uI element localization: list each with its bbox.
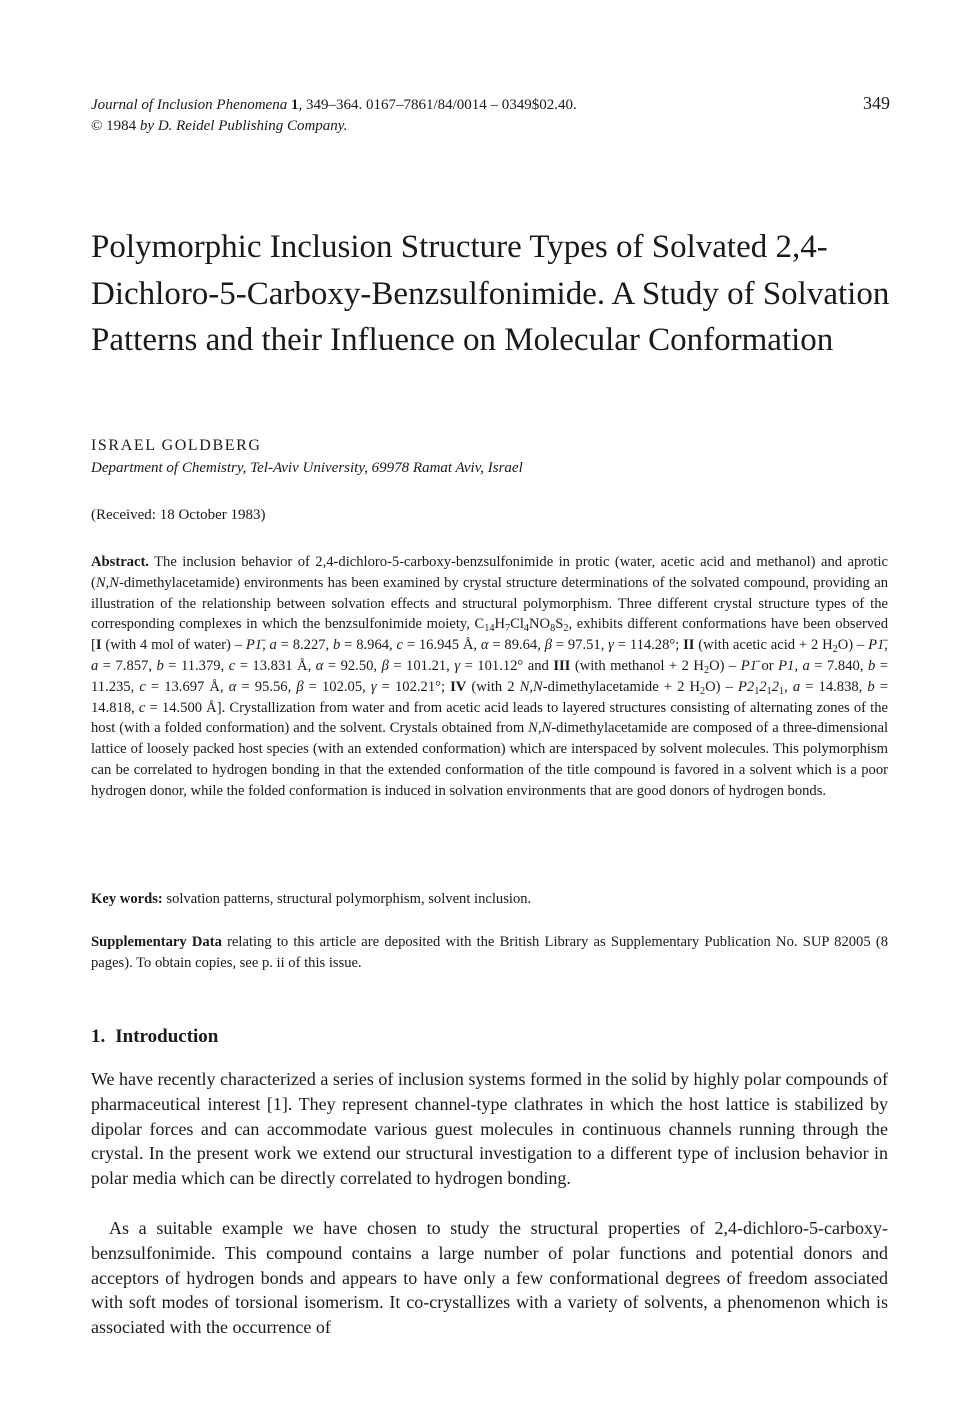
abstract-text: (with acetic acid + 2 H (694, 637, 833, 654)
formula-subscript: 2 (832, 644, 838, 656)
space-group-subscript: 1 (779, 685, 785, 697)
abstract-text: = 8.964, (340, 637, 397, 654)
abstract-text: , exhibits different conformations have been observed [ (91, 616, 888, 654)
cell-param: c (139, 678, 146, 695)
pages-issn: , 349–364. 0167–7861/84/0014 – 0349$02.40. (298, 97, 577, 113)
structure-label: II (683, 637, 695, 654)
section-number: 1. (91, 1026, 106, 1047)
supplementary-text: relating to this article are deposited with the British Library as Supplementary Publication No. SUP 82005 (8 pages). To obtain copies, see p. ii of this issue. (91, 934, 888, 971)
author-name: ISRAEL GOLDBERG (91, 437, 262, 454)
structure-label: IV (450, 678, 467, 695)
abstract-text: = 101.12° and (460, 657, 554, 674)
space-group: 2 (759, 678, 767, 695)
abstract-text: , (784, 678, 793, 695)
abstract-text: O) – (709, 657, 741, 674)
formula-part: S (555, 616, 564, 633)
abstract-label: Abstract. (91, 554, 149, 570)
formula-subscript: 7 (504, 623, 511, 635)
formula-subscript: 14 (484, 623, 495, 635)
formula-subscript: 8 (550, 623, 556, 635)
abstract-text: O) – (705, 678, 738, 695)
page-number: 349 (863, 93, 890, 113)
abstract-text: N,N (519, 678, 543, 695)
intro-paragraph-1: We have recently characterized a series of inclusion systems formed in the solid by highly polar compounds of pharmaceutical interest [1]. They represent channel-type clathrates in which the host lattice is stabilized by dipolar forces and can accommodate various guest molecules in continuous channels running through the crystal. In the present work we extend our structural investigation to a different type of inclusion behavior in polar media which can be directly correlated to hydrogen bonding. (91, 1069, 888, 1189)
abstract (91, 552, 888, 802)
cell-param: c (228, 657, 236, 674)
abstract-text: = 13.831 Å, (235, 657, 316, 674)
cell-param: a (792, 678, 801, 695)
abstract-text: = 114.28°; (613, 637, 684, 654)
abstract-text: = 14.500 Å]. Crystallization from water and from acetic acid leads to layered structures consisting of alternating zones of the host (with a folded conformation) and the solvent. Crystals obtained from (91, 699, 888, 737)
abstract-text: = 11.235, (91, 657, 888, 695)
abstract-text: = 14.838, (800, 678, 868, 695)
keywords-text: solvation patterns, structural polymorphism, solvent inclusion. (162, 891, 532, 907)
volume-number: 1 (290, 97, 299, 113)
cell-param: γ (608, 637, 614, 654)
abstract-text: (with 4 mol of water) – (101, 637, 246, 654)
cell-param: β (296, 678, 304, 695)
space-group: P2 (737, 678, 755, 695)
intro-paragraph-2: As a suitable example we have chosen to study the structural properties of 2,4-dichloro-5-carboxy-benzsulfonimide. This compound contains a large number of polar functions and potential donors and acceptors of hydrogen bonds and appears to have only a few conformational degrees of freedom associated with soft modes of torsional isomerism. It co-crystallizes with a variety of solvents, a phenomenon which is associated with the occurrence of (91, 1218, 888, 1338)
abstract-text: = 7.840, (809, 657, 868, 674)
formula-part: H (494, 616, 505, 633)
abstract-text: = 102.21°; (376, 678, 451, 695)
abstract-text: N,N (95, 574, 119, 591)
received-date: (Received: 18 October 1983) (91, 507, 266, 523)
journal-name: Journal of Inclusion Phenomena (91, 97, 288, 113)
cell-param: b (333, 637, 341, 654)
copyright-symbol: © (91, 118, 103, 134)
space-group: P1̄ (740, 657, 757, 674)
copyright-line (91, 116, 891, 137)
abstract-text: or (756, 657, 779, 674)
abstract-text: = 89.64, (488, 637, 545, 654)
abstract-text: = 97.51, (551, 637, 609, 654)
abstract-text: = 102.05, (303, 678, 371, 695)
abstract-text: = 101.21, (388, 657, 455, 674)
abstract-text: = 11.379, (163, 657, 229, 674)
cell-param: c (396, 637, 403, 654)
space-group: 2 (771, 678, 779, 695)
space-group: P1, a (778, 657, 810, 674)
abstract-text: = 14.818, (91, 678, 888, 716)
keywords (91, 889, 888, 910)
cell-param: c (138, 699, 146, 716)
space-group-subscript: 1 (754, 685, 760, 697)
abstract-text: = 92.50, (323, 657, 382, 674)
abstract-text: -dimethylacetamide are composed of a three-dimensional lattice of loosely packed host species (with an extended conformation) which are interspaced by solvent molecules. This polymorphism can be correlated to hydrogen bonding in that the extended conformation of the title compound is favored in a solvent which is a poor hydrogen donor, while the folded conformation is induced in solvation environments that are good donors of hydrogen bonds. (91, 720, 888, 799)
cell-param: γ (370, 678, 377, 695)
abstract-text: = 16.945 Å, (403, 637, 481, 654)
formula-part: NO (529, 616, 551, 633)
abstract-text: = 95.56, (236, 678, 297, 695)
abstract-text: The inclusion behavior of 2,4-dichloro-5-carboxy-benzsulfonimide in protic (water, acetic acid and methanol) and aprotic ( (91, 554, 888, 591)
formula-part: Cl (510, 616, 524, 633)
copyright-year: 1984 (102, 118, 140, 134)
formula-subscript: 2 (703, 664, 710, 676)
abstract-text: -dimethylacetamide) environments has been examined by crystal structure determinations of the solvated compound, providing an illustration of the relationship between solvation effects and structural polymorphism. Three different crystal structure types of the corresponding complexes in which the benzsulfonimide moiety, C (91, 574, 888, 633)
formula-subscript: 2 (700, 685, 706, 697)
cell-param: b (867, 678, 875, 695)
abstract-text: -dimethylacetamide + 2 H (542, 678, 700, 695)
section-heading (91, 1026, 218, 1048)
author-affiliation: Department of Chemistry, Tel-Aviv University, 69978 Ramat Aviv, Israel (91, 460, 523, 476)
cell-param: α (480, 637, 489, 654)
abstract-text: = 8.227, (276, 637, 334, 654)
abstract-text: = 13.697 Å, (145, 678, 229, 695)
abstract-text: (with methanol + 2 H (570, 657, 704, 674)
supplementary-label: Supplementary Data (91, 934, 222, 950)
abstract-text: (with 2 (466, 678, 520, 695)
cell-param: β (544, 637, 552, 654)
cell-param: b (867, 657, 876, 674)
structure-label: III (553, 657, 571, 674)
running-head (91, 95, 891, 137)
structure-label: I (95, 637, 102, 654)
space-group: P1̄, a (91, 637, 888, 674)
abstract-text: O) – (837, 637, 869, 654)
formula-subscript: 2 (563, 623, 569, 635)
space-group: P1̄, a (245, 637, 277, 654)
space-group-subscript: 1 (766, 685, 772, 697)
publisher: by D. Reidel Publishing Company. (139, 118, 348, 134)
cell-param: α (315, 657, 324, 674)
abstract-text: = 7.857, (98, 657, 157, 674)
cell-param: b (156, 657, 164, 674)
keywords-label: Key words: (91, 891, 163, 907)
article-title: Polymorphic Inclusion Structure Types of Solvated 2,4-Dichloro-5-Carboxy-Benzsulfonimide. A Study of Solvation Patterns and their Influence on Molecular Conformation (91, 229, 890, 358)
citation-line (91, 95, 891, 116)
cell-param: α (228, 678, 237, 695)
formula-subscript: 4 (523, 623, 529, 635)
cell-param: β (381, 657, 389, 674)
supplementary-data (91, 932, 888, 974)
cell-param: γ (454, 657, 461, 674)
section-title: Introduction (115, 1026, 219, 1047)
abstract-text: N,N (528, 720, 552, 737)
